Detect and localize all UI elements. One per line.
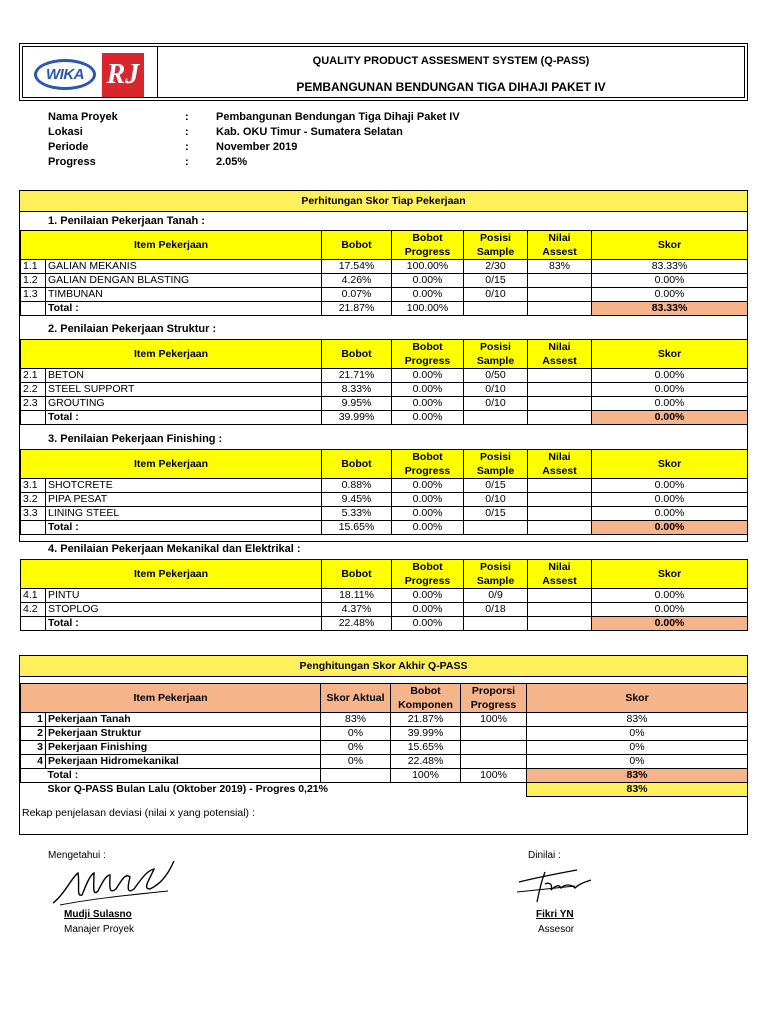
group-total-row xyxy=(21,521,748,535)
group-title-2: 2. Penilaian Pekerjaan Struktur : xyxy=(48,323,217,335)
final-row-number: 2 xyxy=(21,727,46,741)
col-bobot-progress: Bobot Progress xyxy=(392,340,464,369)
row-nilai xyxy=(528,369,592,383)
total-label: Total : xyxy=(46,302,322,316)
row-item: BETON xyxy=(46,369,322,383)
col-bobot: Bobot xyxy=(322,450,392,479)
col-bobot-komponen: Bobot Komponen xyxy=(391,684,461,713)
rj-logo: RJ xyxy=(102,53,144,97)
table-row xyxy=(21,288,748,302)
row-skor: 0.00% xyxy=(592,479,748,493)
row-posisi: 0/10 xyxy=(464,493,528,507)
total-skor: 0.00% xyxy=(592,617,748,631)
row-skor: 83.33% xyxy=(592,260,748,274)
logo-area xyxy=(23,47,158,97)
row-bobot: 21.71% xyxy=(322,369,392,383)
row-progress: 0.00% xyxy=(392,369,464,383)
row-bobot: 4.37% xyxy=(322,603,392,617)
col-nilai-assest: Nilai Assest xyxy=(528,450,592,479)
col-item: Item Pekerjaan xyxy=(21,231,322,260)
row-posisi: 0/15 xyxy=(464,274,528,288)
row-progress: 0.00% xyxy=(392,288,464,302)
table-row xyxy=(21,479,748,493)
final-row-bobot: 22.48% xyxy=(391,755,461,769)
group-table-3 xyxy=(20,449,748,535)
total-skor: 0.00% xyxy=(592,521,748,535)
right-signer-role: Assesor xyxy=(538,924,575,935)
final-row-item: Pekerjaan Tanah xyxy=(46,713,321,727)
total-progress: 0.00% xyxy=(392,521,464,535)
final-row-aktual: 83% xyxy=(321,713,391,727)
final-row xyxy=(21,755,748,769)
table-row xyxy=(21,260,748,274)
row-skor: 0.00% xyxy=(592,369,748,383)
total-bobot: 39.99% xyxy=(322,411,392,425)
row-skor: 0.00% xyxy=(592,288,748,302)
final-row-item: Pekerjaan Struktur xyxy=(46,727,321,741)
row-posisi: 0/15 xyxy=(464,479,528,493)
total-label: Total : xyxy=(46,617,322,631)
row-progress: 0.00% xyxy=(392,383,464,397)
row-bobot: 18.11% xyxy=(322,589,392,603)
row-number: 2.1 xyxy=(21,369,46,383)
row-number: 4.1 xyxy=(21,589,46,603)
col-nilai-assest: Nilai Assest xyxy=(528,340,592,369)
final-row-proporsi xyxy=(461,741,527,755)
group-table-header xyxy=(21,560,748,589)
final-score-table xyxy=(20,683,748,797)
row-skor: 0.00% xyxy=(592,507,748,521)
final-row-aktual: 0% xyxy=(321,741,391,755)
final-row-bobot: 15.65% xyxy=(391,741,461,755)
row-nilai xyxy=(528,397,592,411)
row-number: 1.2 xyxy=(21,274,46,288)
final-row-item: Pekerjaan Finishing xyxy=(46,741,321,755)
final-row xyxy=(21,727,748,741)
final-row-aktual: 0% xyxy=(321,755,391,769)
group-total-row xyxy=(21,302,748,316)
col-skor: Skor xyxy=(592,450,748,479)
row-number: 3.1 xyxy=(21,479,46,493)
col-posisi-sample: Posisi Sample xyxy=(464,340,528,369)
left-signer-name: Mudji Sulasno xyxy=(64,909,132,920)
table-row xyxy=(21,589,748,603)
final-row-skor: 0% xyxy=(527,755,748,769)
report-subtitle: PEMBANGUNAN BENDUNGAN TIGA DIHAJI PAKET IV xyxy=(296,80,606,94)
row-skor: 0.00% xyxy=(592,397,748,411)
final-row-number: 3 xyxy=(21,741,46,755)
col-bobot: Bobot xyxy=(322,340,392,369)
row-posisi: 0/10 xyxy=(464,397,528,411)
row-number: 4.2 xyxy=(21,603,46,617)
row-progress: 100.00% xyxy=(392,260,464,274)
col-bobot-progress: Bobot Progress xyxy=(392,231,464,260)
col-posisi-sample: Posisi Sample xyxy=(464,560,528,589)
row-progress: 0.00% xyxy=(392,479,464,493)
final-row-number: 1 xyxy=(21,713,46,727)
total-bobot: 21.87% xyxy=(322,302,392,316)
row-number: 3.2 xyxy=(21,493,46,507)
col-skor: Skor xyxy=(527,684,748,713)
row-nilai xyxy=(528,274,592,288)
row-item: GALIAN MEKANIS xyxy=(46,260,322,274)
row-item: PIPA PESAT xyxy=(46,493,322,507)
row-item: STEEL SUPPORT xyxy=(46,383,322,397)
table-row xyxy=(21,493,748,507)
col-nilai-assest: Nilai Assest xyxy=(528,560,592,589)
row-posisi: 0/15 xyxy=(464,507,528,521)
right-sign-caption: Dinilai : xyxy=(528,850,561,861)
row-skor: 0.00% xyxy=(592,603,748,617)
table-row xyxy=(21,274,748,288)
final-row-aktual: 0% xyxy=(321,727,391,741)
total-progress: 100.00% xyxy=(392,302,464,316)
final-total-row: Total : 100% 100% 83% xyxy=(21,769,748,783)
group-table-2 xyxy=(20,339,748,425)
final-row-skor: 0% xyxy=(527,727,748,741)
col-item: Item Pekerjaan xyxy=(21,560,322,589)
col-item: Item Pekerjaan xyxy=(21,340,322,369)
row-bobot: 5.33% xyxy=(322,507,392,521)
final-row-proporsi xyxy=(461,755,527,769)
row-number: 3.3 xyxy=(21,507,46,521)
row-bobot: 9.45% xyxy=(322,493,392,507)
row-posisi: 0/10 xyxy=(464,383,528,397)
final-row-bobot: 21.87% xyxy=(391,713,461,727)
total-bobot: 15.65% xyxy=(322,521,392,535)
section-score-per-work: Perhitungan Skor Tiap Pekerjaan xyxy=(19,190,748,212)
row-nilai xyxy=(528,383,592,397)
left-signature xyxy=(50,855,180,915)
row-progress: 0.00% xyxy=(392,507,464,521)
total-skor: 0.00% xyxy=(592,411,748,425)
col-posisi-sample: Posisi Sample xyxy=(464,231,528,260)
final-row xyxy=(21,713,748,727)
row-posisi: 0/18 xyxy=(464,603,528,617)
deviation-note: Rekap penjelasan deviasi (nilai x yang potensial) : xyxy=(22,807,255,819)
total-bobot: 22.48% xyxy=(322,617,392,631)
col-bobot: Bobot xyxy=(322,231,392,260)
table-row xyxy=(21,603,748,617)
total-progress: 0.00% xyxy=(392,411,464,425)
final-table-header xyxy=(21,684,748,713)
row-progress: 0.00% xyxy=(392,397,464,411)
col-bobot: Bobot xyxy=(322,560,392,589)
last-month-row: Skor Q-PASS Bulan Lalu (Oktober 2019) - Progres 0,21% 83% xyxy=(21,783,748,797)
row-bobot: 8.33% xyxy=(322,383,392,397)
final-row-skor: 0% xyxy=(527,741,748,755)
row-skor: 0.00% xyxy=(592,274,748,288)
table-row xyxy=(21,507,748,521)
row-posisi: 0/9 xyxy=(464,589,528,603)
final-row-item: Pekerjaan Hidromekanikal xyxy=(46,755,321,769)
row-nilai xyxy=(528,507,592,521)
row-item: PINTU xyxy=(46,589,322,603)
table-row xyxy=(21,369,748,383)
group-title-3: 3. Penilaian Pekerjaan Finishing : xyxy=(48,433,223,445)
final-row-proporsi: 100% xyxy=(461,713,527,727)
row-nilai xyxy=(528,288,592,302)
col-bobot-progress: Bobot Progress xyxy=(392,450,464,479)
col-bobot-progress: Bobot Progress xyxy=(392,560,464,589)
row-number: 1.1 xyxy=(21,260,46,274)
row-bobot: 17.54% xyxy=(322,260,392,274)
group-total-row xyxy=(21,411,748,425)
row-skor: 0.00% xyxy=(592,589,748,603)
row-bobot: 0.07% xyxy=(322,288,392,302)
row-item: GROUTING xyxy=(46,397,322,411)
col-item: Item Pekerjaan xyxy=(21,684,321,713)
row-nilai: 83% xyxy=(528,260,592,274)
total-progress: 0.00% xyxy=(392,617,464,631)
col-skor: Skor xyxy=(592,560,748,589)
group-table-header xyxy=(21,450,748,479)
row-number: 1.3 xyxy=(21,288,46,302)
row-nilai xyxy=(528,479,592,493)
row-posisi: 2/30 xyxy=(464,260,528,274)
row-item: TIMBUNAN xyxy=(46,288,322,302)
table-row xyxy=(21,383,748,397)
section-final-score: Penghitungan Skor Akhir Q-PASS xyxy=(19,655,748,677)
final-row-bobot: 39.99% xyxy=(391,727,461,741)
group-table-header xyxy=(21,340,748,369)
left-signer-role: Manajer Proyek xyxy=(64,924,135,935)
col-posisi-sample: Posisi Sample xyxy=(464,450,528,479)
row-skor: 0.00% xyxy=(592,493,748,507)
col-proporsi: Proporsi Progress xyxy=(461,684,527,713)
col-skor-aktual: Skor Aktual xyxy=(321,684,391,713)
group-table-4 xyxy=(20,559,748,631)
total-label: Total : xyxy=(46,411,322,425)
right-signer-name: Fikri YN xyxy=(536,909,574,920)
row-bobot: 0.88% xyxy=(322,479,392,493)
row-item: SHOTCRETE xyxy=(46,479,322,493)
row-skor: 0.00% xyxy=(592,383,748,397)
row-posisi: 0/50 xyxy=(464,369,528,383)
row-progress: 0.00% xyxy=(392,274,464,288)
final-row xyxy=(21,741,748,755)
table-row xyxy=(21,397,748,411)
row-nilai xyxy=(528,493,592,507)
group-title-1: 1. Penilaian Pekerjaan Tanah : xyxy=(48,215,205,227)
group-table-header xyxy=(21,231,748,260)
report-header xyxy=(19,43,748,101)
row-posisi: 0/10 xyxy=(464,288,528,302)
row-item: GALIAN DENGAN BLASTING xyxy=(46,274,322,288)
row-nilai xyxy=(528,589,592,603)
left-sign-caption: Mengetahui : xyxy=(48,850,106,861)
col-nilai-assest: Nilai Assest xyxy=(528,231,592,260)
col-skor: Skor xyxy=(592,231,748,260)
report-title: QUALITY PRODUCT ASSESMENT SYSTEM (Q-PASS) xyxy=(312,55,590,67)
final-row-number: 4 xyxy=(21,755,46,769)
total-label: Total : xyxy=(46,521,322,535)
row-item: STOPLOG xyxy=(46,603,322,617)
final-row-proporsi xyxy=(461,727,527,741)
row-number: 2.2 xyxy=(21,383,46,397)
row-item: LINING STEEL xyxy=(46,507,322,521)
col-item: Item Pekerjaan xyxy=(21,450,322,479)
group-title-4: 4. Penilaian Pekerjaan Mekanikal dan Elektrikal : xyxy=(48,543,301,555)
row-nilai xyxy=(528,603,592,617)
row-number: 2.3 xyxy=(21,397,46,411)
group-table-1 xyxy=(20,230,748,316)
row-bobot: 4.26% xyxy=(322,274,392,288)
right-signature xyxy=(515,862,595,906)
group-total-row xyxy=(21,617,748,631)
final-row-skor: 83% xyxy=(527,713,748,727)
total-skor: 83.33% xyxy=(592,302,748,316)
row-progress: 0.00% xyxy=(392,493,464,507)
row-progress: 0.00% xyxy=(392,589,464,603)
row-progress: 0.00% xyxy=(392,603,464,617)
row-bobot: 9.95% xyxy=(322,397,392,411)
wika-logo: WIKA xyxy=(34,59,96,90)
col-skor: Skor xyxy=(592,340,748,369)
